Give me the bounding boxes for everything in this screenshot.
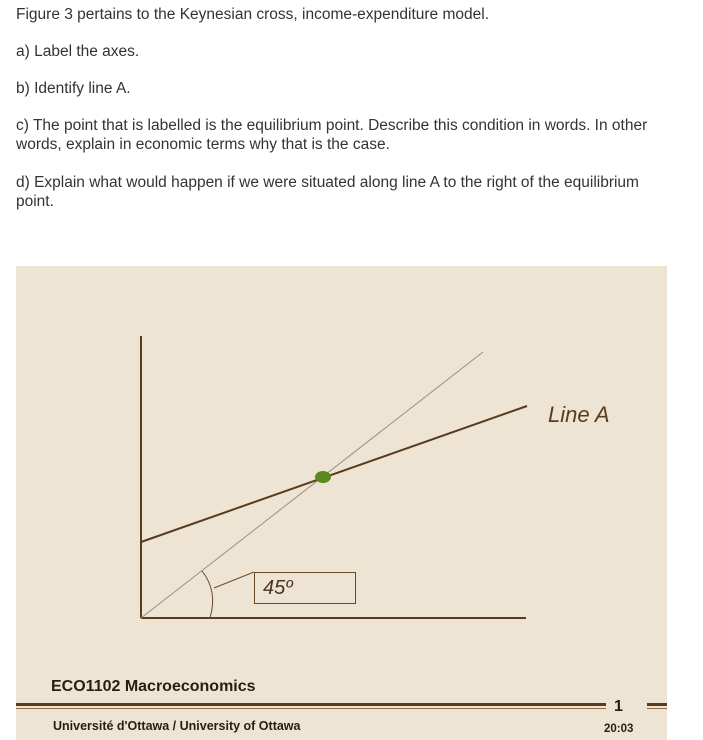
angle-label-box bbox=[254, 572, 356, 604]
line-a-label: Line A bbox=[548, 402, 610, 427]
footer-rule-thin bbox=[16, 708, 606, 709]
angle-pointer bbox=[214, 572, 254, 588]
question-b: b) Identify line A. bbox=[16, 80, 131, 97]
angle-label: 45º bbox=[263, 577, 293, 599]
footer-rule-thin-right bbox=[647, 708, 667, 709]
slide-time: 20:03 bbox=[604, 723, 634, 735]
angle-arc bbox=[202, 571, 213, 618]
question-a: a) Label the axes. bbox=[16, 43, 140, 60]
slide-page-number: 1 bbox=[614, 698, 623, 715]
footer-rule-thick bbox=[16, 703, 606, 706]
question-intro: Figure 3 pertains to the Keynesian cross, income-expenditure model. bbox=[16, 6, 489, 23]
slide-footer: Université d'Ottawa / University of Ottawa bbox=[53, 719, 301, 733]
keynesian-cross-figure bbox=[16, 266, 667, 740]
slide-title: ECO1102 Macroeconomics bbox=[51, 678, 256, 695]
line-a bbox=[141, 406, 527, 542]
question-d: d) Explain what would happen if we were situated along line A to the right of the equilibrium point. bbox=[16, 174, 639, 210]
equilibrium-point bbox=[315, 471, 331, 483]
figure-graph bbox=[16, 266, 667, 740]
footer-rule-thick-right bbox=[647, 703, 667, 706]
question-c: c) The point that is labelled is the equilibrium point. Describe this condition in words. In other words, explain in economic terms why that is the case. bbox=[16, 117, 648, 153]
